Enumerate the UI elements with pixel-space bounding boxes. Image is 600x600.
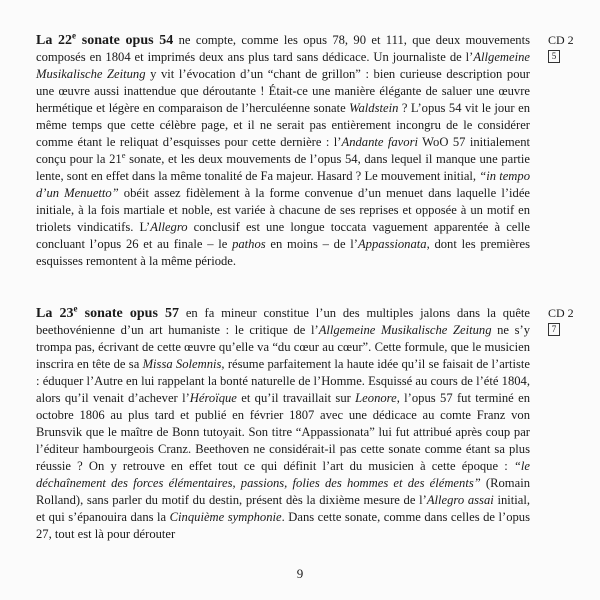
text-run: initial, et qui s’épanouira dans la	[36, 493, 530, 524]
text-run: Allgemeine Musikalische Zeitung	[36, 50, 530, 81]
text-run: “in tempo d’un Menuetto”	[36, 169, 530, 200]
text-run: pathos	[232, 237, 266, 251]
text-run: e	[121, 149, 126, 160]
text-run: “le déchaînement des forces élémentaires, passions, folies des hommes et des éléments”	[36, 459, 530, 490]
text-run: en fa mineur constitue l’un des multiples jalons dans la quête beethovénienne d’un art humaniste : le critique de l’	[36, 306, 531, 337]
cd-label: CD 2	[548, 306, 574, 320]
text-run: Waldstein	[349, 101, 399, 115]
text-run: y vit l’évocation d’un “chant de grillon” : bien curieuse description pour une œuvre aussi inattendue que déroutante ! Était-ce une manière élégante de saluer une œuvre hermétique et légère en comparaison de l’herculéenne sonate	[36, 67, 530, 115]
cd-label: CD 2	[548, 33, 574, 47]
track-number-box: 7	[548, 323, 560, 336]
text-run: en moins – de l’	[265, 237, 358, 251]
text-run: Allegro assai	[426, 493, 494, 507]
text-run: et qu’il travaillait sur	[236, 391, 356, 405]
paragraph-sonata-22	[36, 32, 530, 270]
text-run: Allgemeine Musikalische Zeitung	[318, 323, 492, 337]
text-run: sonate, et les deux mouvements de l’opus 54, dans lequel il manque une partie lente, sont en effet dans la même tonalité de Fa majeur. Hasard ? Le mouvement initial,	[36, 152, 530, 183]
text-run: Cinquième symphonie	[169, 510, 282, 524]
text-run: obéit assez fidèlement à la forme convenue d’un menuet dans laquelle l’idée initiale, à la fois martiale et noble, est variée à chacune de ses reprises et opposée à un motif en triolets vindicatifs. L’	[36, 186, 531, 234]
text-run: , dont les premières esquisses remontent à la même période.	[36, 237, 530, 268]
text-run: , résume parfaitement la haute idée qu’il se faisait de l’artiste : éduquer l’Autre en lui rappelant la bonté naturelle de l’Homme. Esquissé au cours de l’été 1804, alors qu’il venait d’achever l’	[36, 357, 530, 405]
text-run: conclusif est une longue toccata vaguement apparentée à celle concluant l’opus 26 et au finale – le	[36, 220, 530, 251]
sonata-22-body	[36, 30, 531, 268]
text-run: WoO 57 initialement conçu pour la 21	[36, 135, 531, 166]
text-run: Appassionata	[357, 237, 427, 251]
text-run: . Dans cette sonate, comme dans celles de l’opus 27, tout est là pour dérouter	[36, 510, 530, 541]
page-number: 9	[296, 566, 304, 581]
text-run: , l’opus 57 fut terminé en octobre 1806 au plus tard et publié en février 1807 avec une dédicace au comte Franz von Brunsvik que le maître de Bonn tutoyait. Son titre “Appassionata” lui fut attribué après coup par l’éditeur hambourgeois Cranz. Beethoven ne considérait-il pas cette sonate comme étant sa plus réussie ? On y retrouve en effet tout ce qui définit l’art du musicien à cette époque :	[36, 391, 531, 473]
cd-reference-sonata-23	[548, 306, 588, 336]
text-run: ? L’opus 54 vit le jour en même temps que cette célèbre page, et il ne serait pas entièrement incongru de le considérer comme étant le reliquat d’esquisses pour cette dernière : l’	[36, 101, 530, 149]
text-run: Missa Solemnis	[142, 357, 222, 371]
text-run: Andante favori	[341, 135, 418, 149]
sonata-23-body	[36, 303, 531, 541]
paragraph-sonata-23	[36, 305, 530, 543]
text-run: (Romain Rolland), sans parler du motif du destin, présent dès la dixième mesure de l’	[36, 476, 530, 507]
text-run: Héroïque	[189, 391, 237, 405]
sonata-23-heading: La 23e sonate opus 57	[36, 303, 180, 321]
sonata-22-heading: La 22e sonate opus 54	[36, 30, 174, 48]
cd-reference-sonata-22	[548, 33, 588, 63]
text-run: Leonore	[355, 391, 397, 405]
track-number-box: 5	[548, 50, 560, 63]
text-run: ne compte, comme les opus 78, 90 et 111, que deux mouvements composés en 1804 et imprimés deux ans plus tard sans dédicace. Un journaliste de l’	[36, 33, 530, 64]
text-run: ne s’y trompa pas, écrivant de cette œuvre qu’elle va “du cœur au cœur”. Cette formule, que le musicien inscrira en tête de sa	[36, 323, 530, 371]
text-run: Allegro	[150, 220, 188, 234]
